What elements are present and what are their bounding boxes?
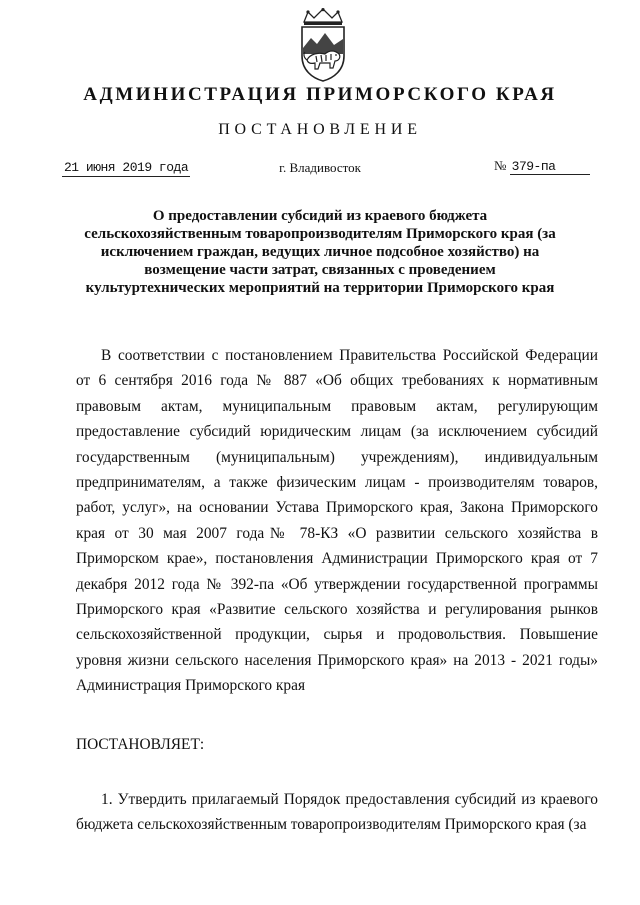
document-title: О предоставлении субсидий из краевого бюджета сельскохозяйственным товаропроизводителям Приморского края (за исключением граждан, ведущих личное подсобное хозяйство) на возмещение части затрат, связанных с проведением культуртехнических мероприятий на территории Приморского края — [84, 208, 556, 296]
decree-word: ПОСТАНОВЛЯЕТ: — [76, 736, 205, 753]
preamble-paragraph — [76, 343, 598, 699]
document-number-value: 379-па — [510, 159, 590, 175]
coat-of-arms-icon — [298, 8, 348, 82]
number-sign: № — [494, 158, 507, 173]
document-city: г. Владивосток — [279, 160, 361, 175]
item-1-paragraph — [76, 787, 598, 838]
document-date-value: 21 июня 2019 года — [64, 160, 189, 175]
document-number — [494, 158, 590, 175]
organization-title: АДМИНИСТРАЦИЯ ПРИМОРСКОГО КРАЯ — [83, 84, 557, 105]
item-1-text: 1. Утвердить прилагаемый Порядок предоставления субсидий из краевого бюджета сельскохозяйственным товаропроизводителям Приморского края (за — [76, 791, 598, 834]
document-type: ПОСТАНОВЛЕНИЕ — [218, 121, 422, 138]
preamble-text: В соответствии с постановлением Правительства Российской Федерации от 6 сентября 2016 года № 887 «Об общих требованиях к нормативным правовым актам, муниципальным правовым актам, регулирующим предоставление субсидий юридическим лицам (за исключением субсидий государственным (муниципальным) учреждениям), индивидуальным предпринимателям, а также физическим лицам - производителям товаров, работ, услуг», на основании Устава Приморского края, Закона Приморского края от 30 мая 2007 года№ 78-КЗ «О развитии сельского хозяйства в Приморском крае», постановления Администрации Приморского края от 7 декабря 2012 года № 392-па «Об утверждении государственной программы Приморского края «Развитие сельского хозяйства и регулирования рынков сельскохозяйственной продукции, сырья и продовольствия. Повышение уровня жизни сельского населения Приморского края» на 2013 - 2021 годы» Администрация Приморского края — [76, 347, 598, 695]
date-underline — [62, 176, 190, 177]
